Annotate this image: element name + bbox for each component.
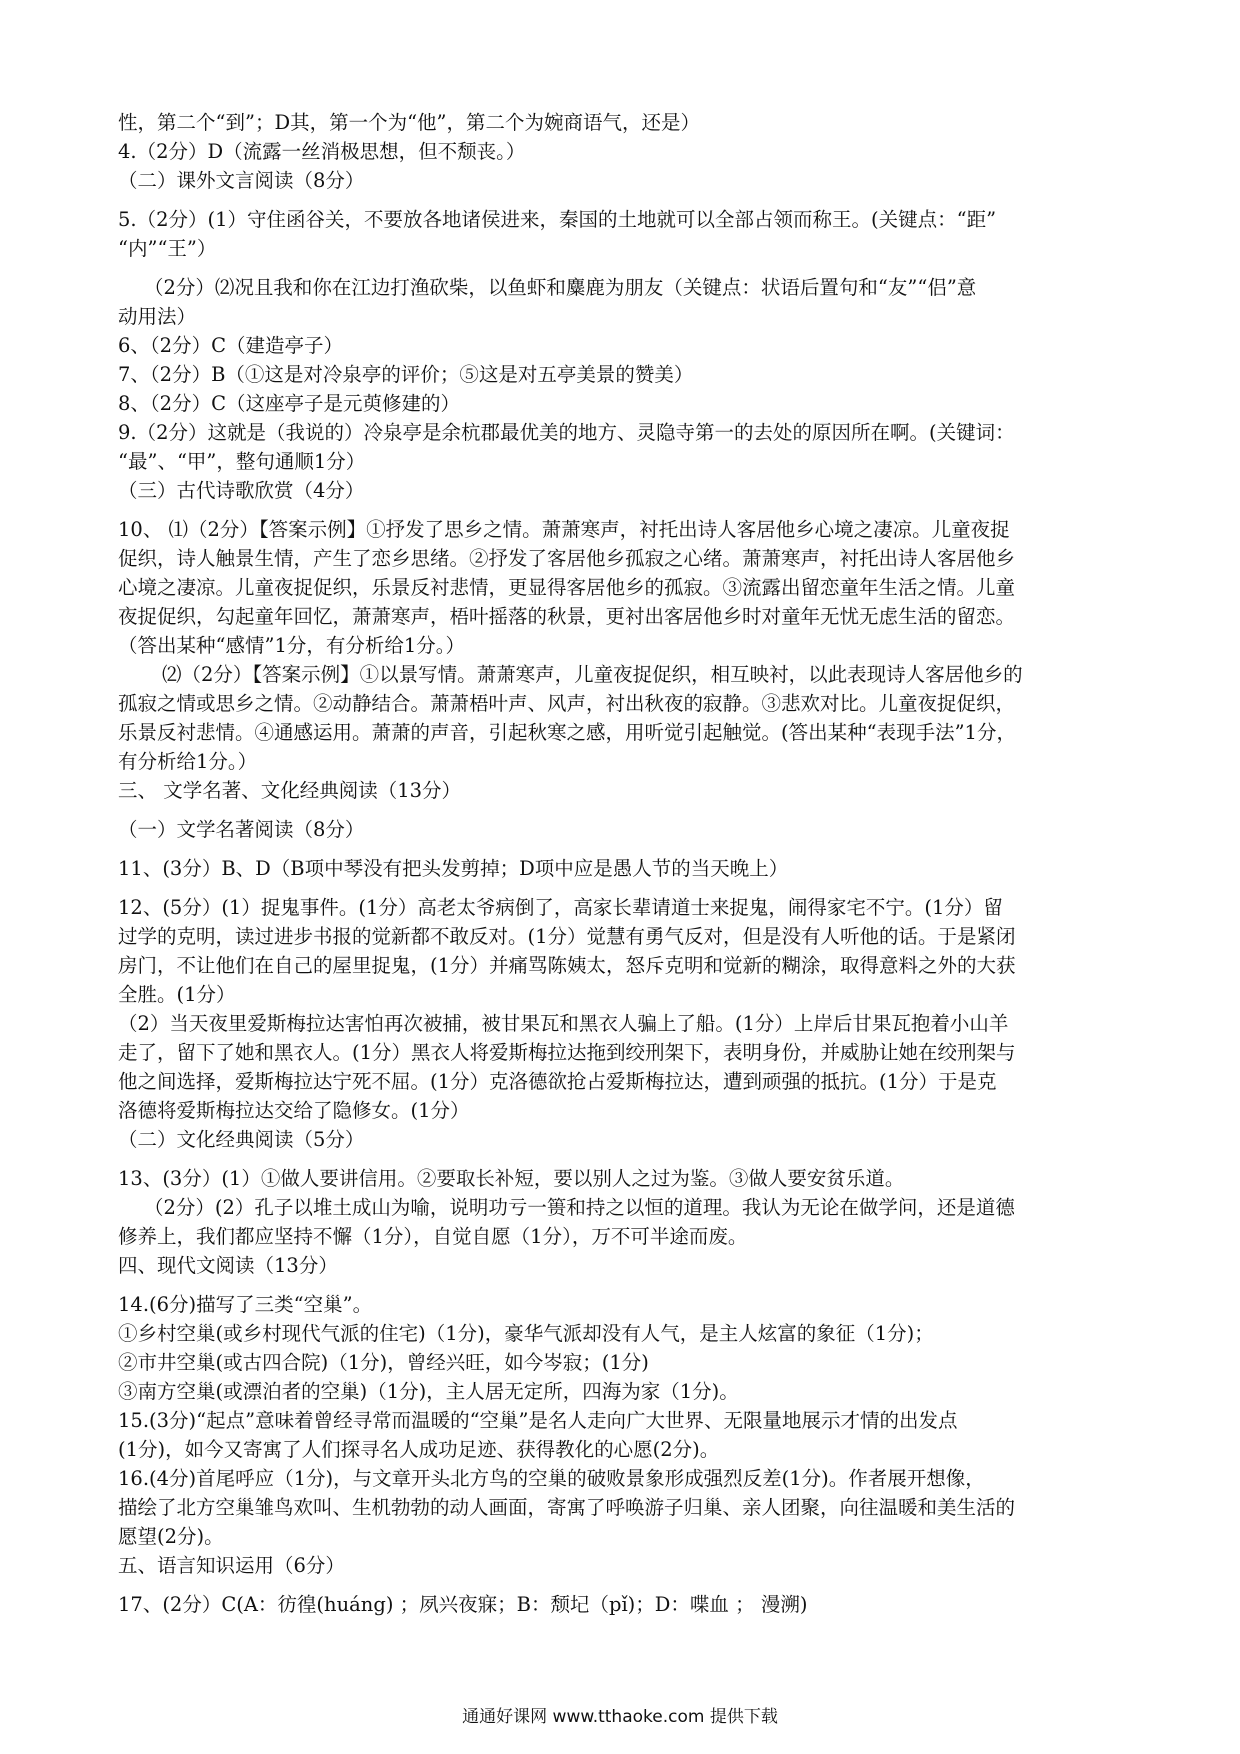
text-line: 三、 文学名著、文化经典阅读（13分） [118,779,462,802]
text-line: 8、（2分）C（这座亭子是元萸修建的） [118,392,460,415]
text-line: （2）当天夜里爱斯梅拉达害怕再次被捕，被甘果瓦和黑衣人骗上了船。(1分）上岸后甘果瓦抱着小山羊 [118,1012,1009,1035]
text-line: （2分）⑵况且我和你在江边打渔砍柴，以鱼虾和麋鹿为朋友（关键点：状语后置句和“友”“侣”意 [144,276,977,299]
text-line: 房门，不让他们在自己的屋里捉鬼，(1分）并痛骂陈姨太，怒斥克明和觉新的糊涂，取得意料之外的大获 [118,954,1016,977]
text-line: 16.(4分)首尾呼应（1分)，与文章开头北方鸟的空巢的破败景象形成强烈反差(1分)。作者展开想像， [118,1467,985,1490]
text-line: 促织，诗人触景生情，产生了恋乡思绪。②抒发了客居他乡孤寂之心绪。萧萧寒声，衬托出诗人客居他乡 [118,547,1016,570]
text-line: “内”“王”） [118,237,217,260]
text-line: ③南方空巢(或漂泊者的空巢)（1分)，主人居无定所，四海为家（1分)。 [118,1380,739,1403]
text-line: 7、（2分）B（①这是对冷泉亭的评价；⑤这是对五亭美景的赞美） [118,363,694,386]
text-line: 4.（2分）D（流露一丝消极思想，但不颓丧。） [118,140,526,163]
text-line: 有分析给1分。） [118,750,258,773]
text-line: 13、(3分）(1）①做人要讲信用。②要取长补短，要以别人之过为鉴。③做人要安贫乐道。 [118,1167,905,1190]
text-line: 动用法） [118,305,197,328]
footer-credit: 通通好课网 www.tthaoke.com 提供下载 [462,1707,778,1727]
text-line: 过学的克明，读过进步书报的觉新都不敢反对。(1分）觉慧有勇气反对，但是没有人听他的话。于是紧闭 [118,925,1016,948]
text-line: 14.(6分)描写了三类“空巢”。 [118,1293,373,1316]
text-line: 9.（2分）这就是（我说的）冷泉亭是余杭郡最优美的地方、灵隐寺第一的去处的原因所在啊。(关键词： [118,421,1015,444]
text-line: ②市井空巢(或古四合院)（1分)，曾经兴旺，如今岑寂；(1分) [118,1351,649,1374]
text-line: 5.（2分）(1）守住函谷关，不要放各地诸侯进来，秦国的土地就可以全部占领而称王。(关键点：“距” [118,208,997,231]
text-line: 四、现代文阅读（13分） [118,1254,338,1277]
text-line: 走了，留下了她和黑衣人。(1分）黑衣人将爱斯梅拉达拖到绞刑架下，表明身份，并威胁让她在绞刑架与 [118,1041,1016,1064]
text-line: （二）课外文言阅读（8分） [118,169,365,192]
text-line: （一）文学名著阅读（8分） [118,818,365,841]
text-line: 洛德将爱斯梅拉达交给了隐修女。(1分） [118,1099,470,1122]
text-line: 描绘了北方空巢雏鸟欢叫、生机勃勃的动人画面，寄寓了呼唤游子归巢、亲人团聚，向往温暖和美生活的 [118,1496,1016,1519]
text-line: （三）古代诗歌欣赏（4分） [118,479,365,502]
text-line: 五、语言知识运用（6分） [118,1554,345,1577]
text-line: 修养上，我们都应坚持不懈（1分），自觉自愿（1分），万不可半途而废。 [118,1225,748,1248]
text-line: ①乡村空巢(或乡村现代气派的住宅)（1分)，豪华气派却没有人气，是主人炫富的象征（1分)； [118,1322,934,1345]
text-line: (1分)，如今又寄寓了人们探寻名人成功足迹、获得教化的心愿(2分)。 [118,1438,720,1461]
text-line: 全胜。(1分） [118,983,236,1006]
text-line: ⑵（2分）【答案示例】①以景写情。萧萧寒声，儿童夜捉促织，相互映衬，以此表现诗人客居他乡的 [162,663,1023,686]
text-line: 夜捉促织，勾起童年回忆，萧萧寒声，梧叶摇落的秋景，更衬出客居他乡时对童年无忧无虑生活的留恋。 [118,605,1016,628]
text-line: 愿望(2分)。 [118,1525,224,1548]
text-line: 15.(3分)“起点”意味着曾经寻常而温暖的“空巢”是名人走向广大世界、无限量地展示才情的出发点 [118,1409,958,1432]
text-line: 心境之凄凉。儿童夜捉促织，乐景反衬悲情，更显得客居他乡的孤寂。③流露出留恋童年生活之情。儿童 [118,576,1016,599]
text-line: 17、(2分）C(A：彷徨(huáng) ；夙兴夜寐；B：颓圮（pǐ)；D：喋血 ； 漫溯) [118,1593,808,1616]
text-line: （2分）(2）孔子以堆土成山为喻，说明功亏一篑和持之以恒的道理。我认为无论在做学问，还是道德 [144,1196,1015,1219]
answer-key-text [118,108,1130,1619]
text-line: （二）文化经典阅读（5分） [118,1128,365,1151]
text-line: （答出某种“感情”1分，有分析给1分。） [118,634,466,657]
text-line: 12、(5分）(1）捉鬼事件。(1分）高老太爷病倒了，高家长辈请道士来捉鬼，闹得家宅不宁。(1分）留 [118,896,1003,919]
text-line: 6、（2分）C（建造亭子） [118,334,343,357]
text-line: 11、(3分）B、D（B项中琴没有把头发剪掉；D项中应是愚人节的当天晚上） [118,857,789,880]
text-line: 他之间选择，爱斯梅拉达宁死不屈。(1分）克洛德欲抢占爱斯梅拉达，遭到顽强的抵抗。(1分）于是克 [118,1070,997,1093]
text-line: 乐景反衬悲情。④通感运用。萧萧的声音，引起秋寒之感，用听觉引起触觉。(答出某种“表现手法”1分， [118,721,1016,744]
text-line: 性，第二个“到”；D其，第一个为“他”，第二个为婉商语气，还是） [118,111,701,134]
text-line: 孤寂之情或思乡之情。②动静结合。萧萧梧叶声、风声，衬出秋夜的寂静。③悲欢对比。儿童夜捉促织， [118,692,1016,715]
text-line: 10、 ⑴（2分）【答案示例】①抒发了思乡之情。萧萧寒声，衬托出诗人客居他乡心境之凄凉。儿童夜捉 [118,518,1010,541]
text-line: “最”、“甲”，整句通顺1分） [118,450,366,473]
